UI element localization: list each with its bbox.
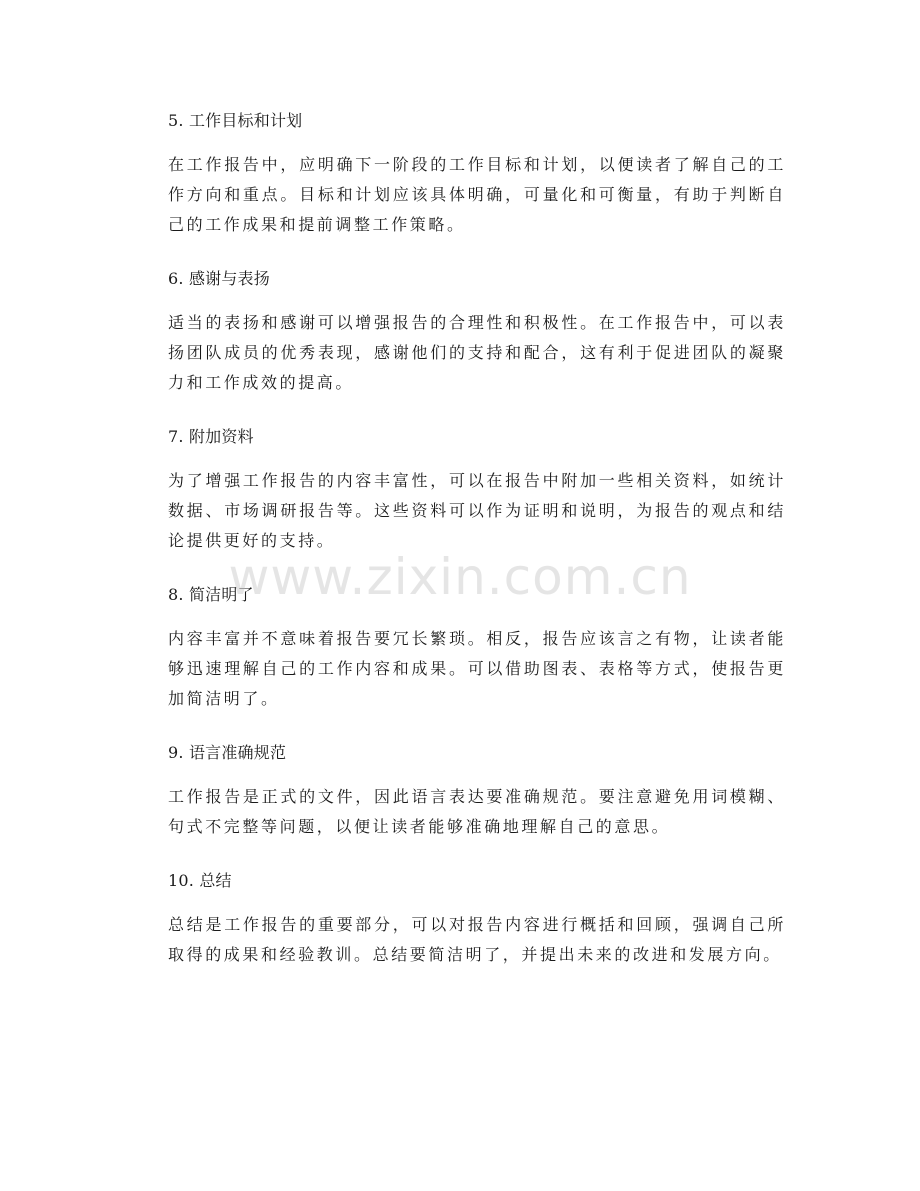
section-thanks-praise <box>168 262 786 398</box>
section-goals-plans <box>168 104 786 240</box>
section-heading: 8. 简洁明了 <box>168 585 254 604</box>
section-paragraph: 在工作报告中，应明确下一阶段的工作目标和计划，以便读者了解自己的工作方向和重点。目标和计划应该具体明确，可量化和可衡量，有助于判断自己的工作成果和提前调整工作策略。 <box>168 155 786 234</box>
document-body <box>168 104 786 992</box>
section-attachments <box>168 420 786 556</box>
section-concise <box>168 578 786 714</box>
section-heading: 10. 总结 <box>168 871 232 890</box>
section-summary <box>168 864 786 970</box>
section-heading: 9. 语言准确规范 <box>168 743 287 762</box>
section-language <box>168 736 786 842</box>
section-paragraph: 适当的表扬和感谢可以增强报告的合理性和积极性。在工作报告中，可以表扬团队成员的优秀表现，感谢他们的支持和配合，这有利于促进团队的凝聚力和工作成效的提高。 <box>168 313 786 392</box>
section-paragraph: 内容丰富并不意味着报告要冗长繁琐。相反，报告应该言之有物，让读者能够迅速理解自己的工作内容和成果。可以借助图表、表格等方式，使报告更加简洁明了。 <box>168 629 786 708</box>
section-paragraph: 为了增强工作报告的内容丰富性，可以在报告中附加一些相关资料，如统计数据、市场调研报告等。这些资料可以作为证明和说明，为报告的观点和结论提供更好的支持。 <box>168 471 786 550</box>
watermark: www.zixin.com.cn <box>228 548 692 606</box>
section-paragraph: 总结是工作报告的重要部分，可以对报告内容进行概括和回顾，强调自己所取得的成果和经验教训。总结要简洁明了，并提出未来的改进和发展方向。 <box>168 915 786 964</box>
section-heading: 5. 工作目标和计划 <box>168 111 303 130</box>
section-heading: 7. 附加资料 <box>168 427 254 446</box>
section-paragraph: 工作报告是正式的文件，因此语言表达要准确规范。要注意避免用词模糊、句式不完整等问题，以便让读者能够准确地理解自己的意思。 <box>168 787 786 836</box>
section-heading: 6. 感谢与表扬 <box>168 269 270 288</box>
